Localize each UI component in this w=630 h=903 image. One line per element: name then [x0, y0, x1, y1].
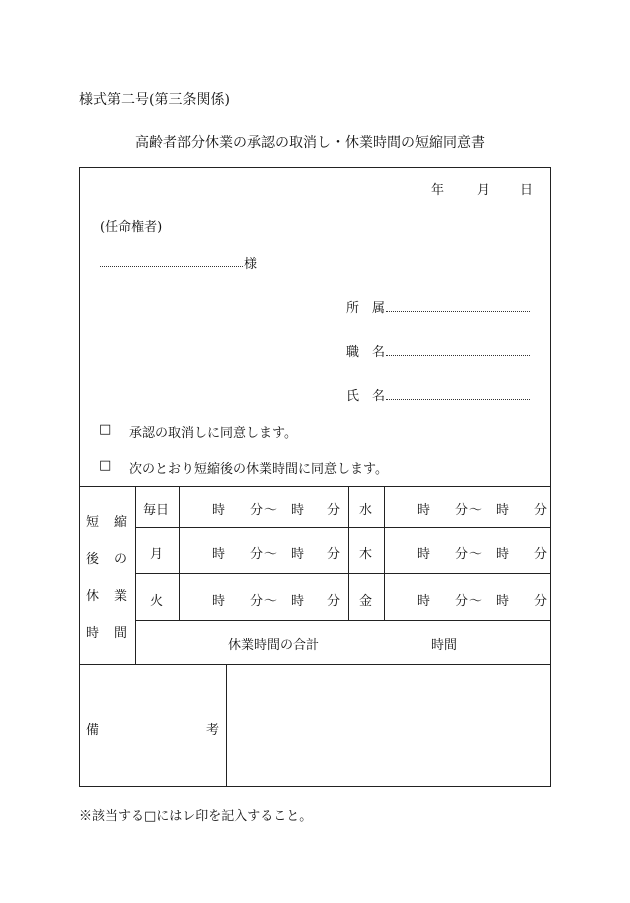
hour-unit: 時: [496, 594, 510, 609]
schedule-heading-char: 後: [86, 552, 100, 567]
name-label: 氏 名: [346, 389, 386, 404]
option-label-2: 次のとおり短縮後の休業時間に同意します。: [129, 462, 388, 477]
day-label-wednesday: 水: [359, 503, 373, 518]
range-tilde: 〜: [264, 547, 278, 562]
minute-unit: 分: [455, 594, 469, 609]
hour-unit: 時: [417, 594, 431, 609]
schedule-col-2: [179, 486, 180, 620]
day-label-daily: 毎日: [143, 503, 170, 518]
minute-unit: 分: [250, 594, 264, 609]
schedule-heading-char: 間: [114, 626, 128, 641]
minute-unit: 分: [327, 547, 341, 562]
total-unit: 時間: [431, 638, 458, 653]
hour-unit: 時: [212, 547, 226, 562]
date-year: 年: [431, 183, 445, 198]
position-label: 職 名: [346, 345, 386, 360]
schedule-heading-char: 業: [114, 589, 128, 604]
range-tilde: 〜: [264, 503, 278, 518]
remarks-label-1: 備: [86, 723, 100, 738]
minute-unit: 分: [534, 547, 548, 562]
schedule-col-3: [348, 486, 349, 620]
page-title: 高齢者部分休業の承認の取消し・休業時間の短縮同意書: [135, 135, 485, 151]
appointer-name-line[interactable]: [100, 266, 243, 267]
minute-unit: 分: [455, 503, 469, 518]
hour-unit: 時: [417, 547, 431, 562]
affiliation-label: 所 属: [346, 301, 386, 316]
name-line[interactable]: [386, 399, 530, 400]
day-label-monday: 月: [150, 547, 164, 562]
schedule-heading-char: の: [114, 552, 128, 567]
schedule-top-rule: [79, 486, 551, 487]
minute-unit: 分: [534, 594, 548, 609]
hour-unit: 時: [496, 503, 510, 518]
affiliation-line[interactable]: [386, 311, 530, 312]
footnote: ※該当する□にはレ印を記入すること。: [79, 809, 313, 824]
schedule-rule-1: [135, 527, 551, 528]
range-tilde: 〜: [469, 503, 483, 518]
hour-unit: 時: [212, 594, 226, 609]
schedule-heading-char: 休: [86, 589, 100, 604]
minute-unit: 分: [534, 503, 548, 518]
minute-unit: 分: [327, 594, 341, 609]
hour-unit: 時: [291, 547, 305, 562]
range-tilde: 〜: [469, 594, 483, 609]
minute-unit: 分: [250, 547, 264, 562]
schedule-rule-3: [135, 620, 551, 621]
minute-unit: 分: [250, 503, 264, 518]
option-label-1: 承認の取消しに同意します。: [129, 426, 297, 441]
schedule-col-4: [384, 486, 385, 620]
day-label-tuesday: 火: [150, 594, 164, 609]
date-month: 月: [477, 183, 491, 198]
hour-unit: 時: [291, 594, 305, 609]
appointer-label: (任命権者): [100, 220, 163, 235]
remarks-label-2: 考: [206, 723, 220, 738]
minute-unit: 分: [455, 547, 469, 562]
total-label: 休業時間の合計: [228, 638, 320, 653]
schedule-rule-2: [135, 573, 551, 574]
day-label-friday: 金: [359, 594, 373, 609]
schedule-heading-char: 短: [86, 515, 100, 530]
date-day: 日: [520, 183, 534, 198]
position-line[interactable]: [386, 355, 530, 356]
hour-unit: 時: [417, 503, 431, 518]
option-checkbox-2[interactable]: □: [99, 458, 112, 473]
schedule-heading-char: 時: [86, 626, 100, 641]
honorific: 様: [244, 257, 258, 272]
hour-unit: 時: [291, 503, 305, 518]
hour-unit: 時: [496, 547, 510, 562]
remarks-field[interactable]: [227, 665, 550, 786]
minute-unit: 分: [327, 503, 341, 518]
option-checkbox-1[interactable]: □: [99, 422, 112, 437]
form-number: 様式第二号(第三条関係): [79, 92, 230, 108]
day-label-thursday: 木: [359, 547, 373, 562]
schedule-heading-char: 縮: [114, 515, 128, 530]
range-tilde: 〜: [264, 594, 278, 609]
range-tilde: 〜: [469, 547, 483, 562]
hour-unit: 時: [212, 503, 226, 518]
schedule-col-1: [135, 486, 136, 664]
